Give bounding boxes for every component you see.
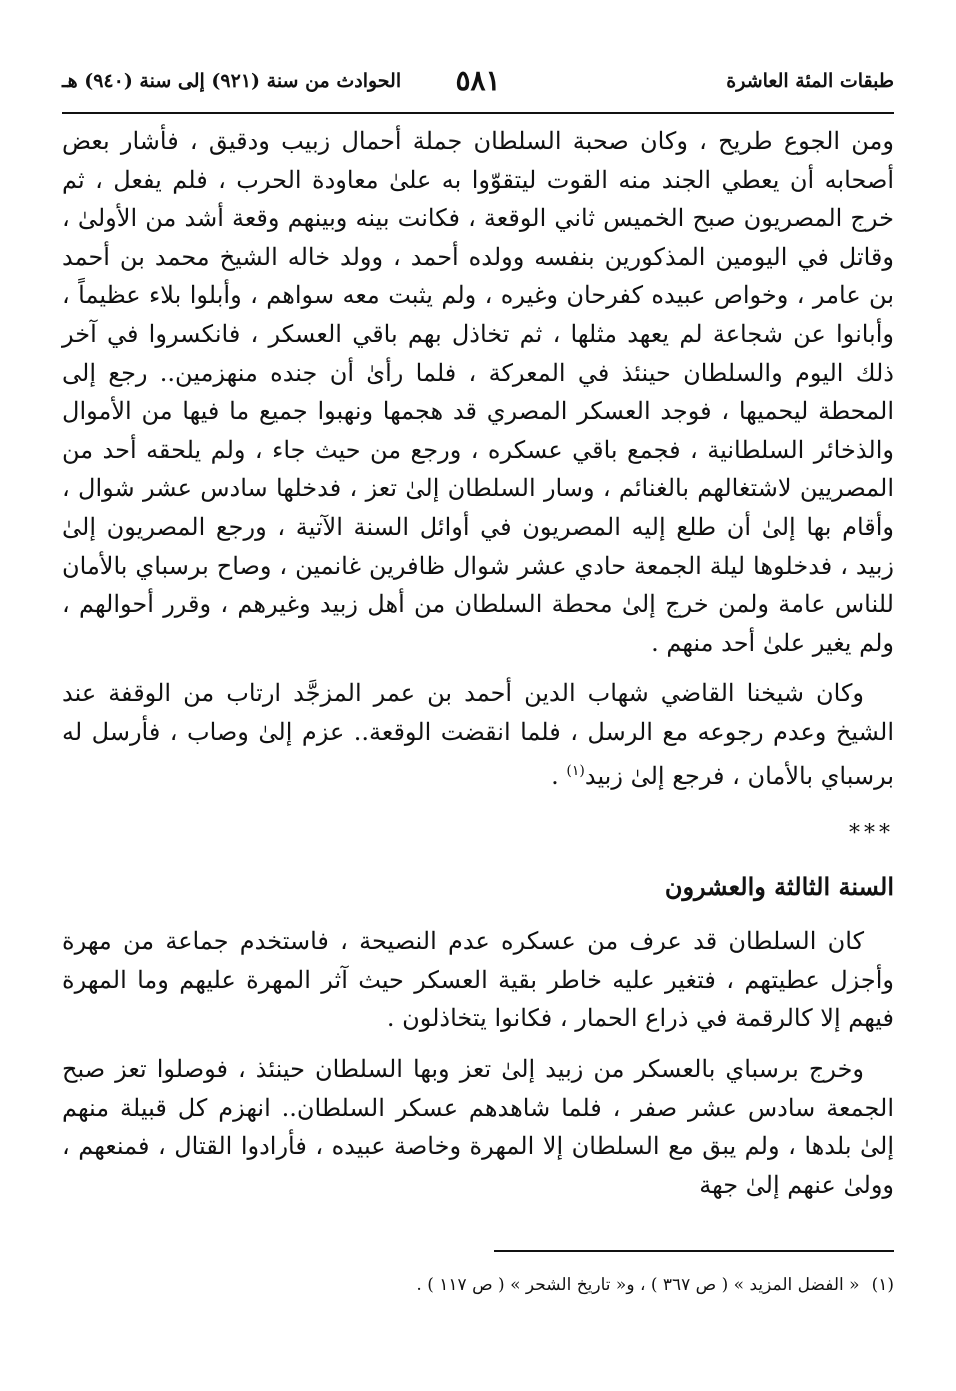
paragraph-2-text: وكان شيخنا القاضي شهاب الدين أحمد بن عمر المزجَّد ارتاب من الوقفة عند الشيخ وعدم رجوعه مع الرسل ، فلما انقضت الوقعة.. عزم إلىٰ وصاب ، فأرسل له برسباي بالأمان ، فرجع إلىٰ زبيد — [62, 679, 894, 790]
paragraph-2-end: . — [551, 761, 567, 790]
footnote — [62, 1275, 894, 1295]
header-rule — [62, 112, 894, 114]
section-title: السنة الثالثة والعشرون — [664, 871, 894, 901]
running-title: الحوادث من سنة (٩٢١) إلى سنة (٩٤٠) هـ — [62, 70, 402, 92]
paragraph-2 — [62, 674, 894, 795]
page-number: ٥٨١ — [455, 64, 501, 97]
page-header — [62, 64, 894, 112]
footnote-number: (١) — [871, 1275, 894, 1295]
section-separator: *** — [849, 821, 894, 847]
book-title: طبقات المئة العاشرة — [726, 70, 894, 92]
paragraph-1: ومن الجوع طريح ، وكان صحبة السلطان جملة أحمال زبيب ودقيق ، فأشار بعض أصحابه أن يعطي الجند منه القوت ليتقوّوا به علىٰ معاودة الحرب ، فلم يفعل ، ثم خرج المصريون صبح الخميس ثاني الوقعة ، فكانت بينه وبينهم وقعة أشد من الأولىٰ ، وقاتل في اليومين المذكورين بنفسه وولده أحمد ، وولد خاله الشيخ محمد بن أحمد بن عامر ، وخواص عبيده كفرحان وغيره ، ولم يثبت معه سواهم ، وأبلوا بلاء عظيماً ، وأبانوا عن شجاعة لم يعهد مثلها ، ثم تخاذل بهم باقي العسكر ، فانكسروا في آخر ذلك اليوم والسلطان حينئذ في المعركة ، فلما رأىٰ أن جنده منهزمين.. رجع إلى المحطة ليحميها ، فوجد العسكر المصري قد هجمها ونهبوا جميع ما فيها من الأموال والذخائر السلطانية ، فجمع باقي عسكره ، ورجع من حيث جاء ، ولم يلحقه أحد من المصريين لاشتغالهم بالغنائم ، وسار السلطان إلىٰ تعز ، فدخلها سادس عشر شوال ، وأقام بها إلىٰ أن طلع إليه المصريون في أوائل السنة الآتية ، ورجع المصريون إلىٰ زبيد ، فدخلوها ليلة الجمعة حادي عشر شوال ظافرين غانمين ، وصاح برسباي بالأمان للناس عامة ولمن خرج إلىٰ محطة السلطان من أهل زبيد وغيرهم ، وقرر أحوالهم ، ولم يغير علىٰ أحد منهم . — [62, 127, 894, 657]
paragraph-3: كان السلطان قد عرف من عسكره عدم النصيحة ، فاستخدم جماعة من مهرة وأجزل عطيتهم ، فتغير عليه خاطر بقية العسكر حيث آثر المهرة عليهم وما المهرة فيهم إلا كالرقمة في ذراع الحمار ، فكانوا يتخاذلون . — [62, 927, 894, 1033]
footnote-rule — [494, 1250, 894, 1252]
footnote-marker[interactable]: (١) — [566, 762, 585, 779]
footnote-text: « الفضل المزيد » ( ص ٣٦٧ ) ، و« تاريخ الشحر » ( ص ١١٧ ) . — [416, 1275, 860, 1295]
main-text — [62, 122, 894, 1216]
paragraph-4: وخرج برسباي بالعسكر من زبيد إلىٰ تعز وبها السلطان حينئذ ، فوصلوا تعز صبح الجمعة سادس عشر صفر ، فلما شاهدهم عسكر السلطان.. انهزم كل قبيلة منهم إلىٰ بلدها ، ولم يبق مع السلطان إلا المهرة وخاصة عبيده ، فأرادوا القتال ، فمنعهم ، وولىٰ عنهم إلىٰ جهة — [62, 1055, 894, 1199]
